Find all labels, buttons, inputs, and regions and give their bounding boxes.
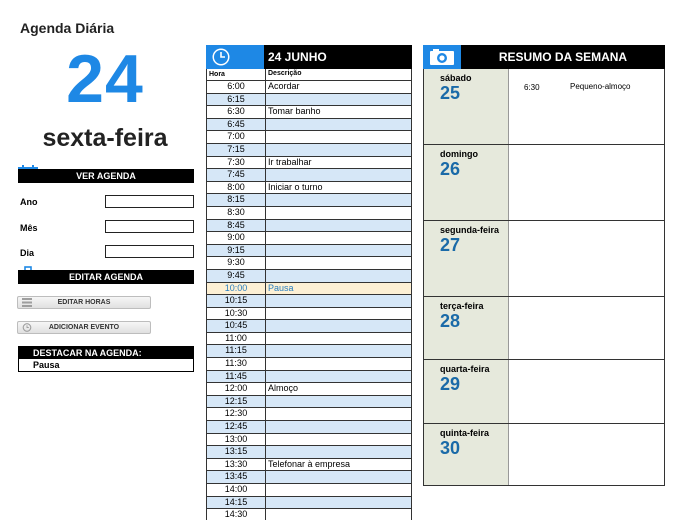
desc-column-header: Descrição (268, 70, 302, 77)
slot-description[interactable]: Almoço (268, 383, 299, 394)
week-title: RESUMO DA SEMANA (498, 50, 628, 64)
year-label: Ano (20, 197, 38, 207)
slot-time: 13:30 (224, 458, 248, 469)
schedule-slot[interactable] (206, 396, 412, 409)
column-divider (508, 297, 509, 359)
column-divider (265, 434, 266, 446)
edit-agenda-header: EDITAR AGENDA (18, 270, 194, 284)
column-divider (265, 144, 266, 156)
week-summary (423, 45, 665, 486)
week-day-number: 26 (440, 159, 461, 179)
schedule-slot[interactable] (206, 119, 412, 132)
week-day-name: quinta-feira (440, 428, 490, 438)
slot-time: 14:15 (224, 496, 248, 507)
slot-time: 11:45 (225, 370, 247, 381)
column-divider (265, 471, 266, 483)
slot-time: 11:00 (225, 332, 247, 343)
slot-time: 9:30 (227, 257, 245, 268)
schedule-slot[interactable] (206, 144, 412, 157)
column-divider (265, 182, 266, 194)
slot-time: 11:15 (225, 345, 247, 356)
column-divider (265, 207, 266, 219)
schedule-slot[interactable] (206, 408, 412, 421)
slot-time: 7:00 (227, 131, 245, 142)
schedule-slot[interactable] (206, 421, 412, 434)
edit-hours-label: EDITAR HORAS (57, 299, 111, 306)
column-divider (265, 157, 266, 169)
schedule-slot[interactable] (206, 383, 412, 396)
add-event-label: ADICIONAR EVENTO (48, 324, 120, 331)
schedule-slot[interactable] (206, 295, 412, 308)
schedule-slots (206, 81, 412, 520)
week-event-description: Pequeno-almoço (570, 82, 631, 91)
slot-description[interactable]: Iniciar o turno (268, 181, 323, 192)
column-divider (265, 69, 266, 80)
week-day-name: quarta-feira (440, 364, 490, 374)
schedule-slot[interactable] (206, 232, 412, 245)
schedule-slot[interactable] (206, 484, 412, 497)
slot-time: 12:30 (224, 408, 248, 419)
week-day-number: 29 (440, 374, 461, 394)
schedule-slot[interactable] (206, 182, 412, 195)
day-schedule-header (206, 45, 412, 69)
column-divider (508, 221, 509, 296)
column-divider (265, 396, 266, 408)
slot-time: 10:45 (224, 320, 248, 331)
column-divider (265, 257, 266, 269)
slot-time: 9:45 (227, 269, 245, 280)
column-divider (265, 333, 266, 345)
column-divider (508, 424, 509, 485)
week-day-row[interactable] (424, 297, 664, 360)
app-title: Agenda Diária (20, 20, 115, 36)
column-divider (265, 220, 266, 232)
slot-time: 8:45 (227, 219, 245, 230)
schedule-slot[interactable] (206, 257, 412, 270)
schedule-slot[interactable] (206, 220, 412, 233)
slot-time: 13:00 (224, 433, 248, 444)
column-divider (265, 194, 266, 206)
slot-time: 9:00 (227, 232, 245, 243)
column-divider (265, 446, 266, 458)
column-divider (508, 145, 509, 220)
column-divider (265, 484, 266, 496)
slot-time: 6:30 (227, 106, 245, 117)
list-icon (22, 298, 32, 307)
week-day-number: 25 (440, 83, 461, 103)
week-event-time: 6:30 (524, 83, 540, 92)
column-divider (265, 232, 266, 244)
schedule-slot[interactable] (206, 459, 412, 472)
column-divider (265, 295, 266, 307)
week-day-name: sábado (440, 73, 472, 83)
day-input[interactable] (105, 245, 194, 258)
column-divider (265, 283, 266, 295)
slot-time: 6:15 (227, 93, 245, 104)
week-day-name: segunda-feira (440, 225, 500, 235)
column-divider (265, 459, 266, 471)
schedule-slot[interactable] (206, 245, 412, 258)
schedule-column-header (206, 69, 412, 81)
highlight-title: DESTACAR NA AGENDA: (19, 347, 193, 359)
column-divider (265, 119, 266, 131)
schedule-slot[interactable] (206, 446, 412, 459)
slot-time: 8:30 (227, 206, 245, 217)
slot-time: 8:15 (227, 194, 245, 205)
current-day-number: 24 (66, 41, 144, 117)
schedule-slot[interactable] (206, 471, 412, 484)
column-divider (265, 509, 266, 520)
column-divider (265, 245, 266, 257)
schedule-slot[interactable] (206, 345, 412, 358)
column-divider (508, 360, 509, 423)
schedule-slot[interactable] (206, 157, 412, 170)
column-divider (265, 169, 266, 181)
week-day-number: 27 (440, 235, 461, 255)
column-divider (265, 358, 266, 370)
column-divider (265, 371, 266, 383)
schedule-slot[interactable] (206, 333, 412, 346)
schedule-slot[interactable] (206, 283, 412, 296)
slot-description[interactable]: Pausa (268, 282, 294, 293)
week-day-number: 28 (440, 311, 461, 331)
year-input[interactable] (105, 195, 194, 208)
column-divider (265, 421, 266, 433)
column-divider (265, 270, 266, 282)
week-summary-header (423, 45, 665, 69)
schedule-slot[interactable] (206, 169, 412, 182)
schedule-slot[interactable] (206, 358, 412, 371)
slot-time: 14:00 (224, 484, 248, 494)
slot-time: 14:30 (224, 509, 248, 520)
column-divider (265, 106, 266, 118)
slot-time: 7:45 (227, 169, 245, 180)
highlight-panel (18, 346, 194, 372)
month-label: Mês (20, 223, 38, 233)
schedule-slot[interactable] (206, 308, 412, 321)
week-day-row[interactable] (424, 424, 664, 486)
add-event-button[interactable] (17, 321, 151, 334)
slot-time: 12:45 (224, 421, 248, 432)
slot-time: 6:45 (227, 118, 245, 129)
slot-time: 7:30 (227, 156, 245, 167)
column-divider (265, 81, 266, 93)
week-day-row[interactable] (424, 360, 664, 424)
clock-badge (206, 45, 264, 69)
slot-time: 10:30 (224, 307, 248, 318)
week-day-row[interactable] (424, 145, 664, 221)
schedule-slot[interactable] (206, 94, 412, 107)
week-day-number: 30 (440, 438, 461, 458)
slot-description[interactable]: Ir trabalhar (268, 156, 312, 167)
schedule-slot[interactable] (206, 270, 412, 283)
column-divider (265, 345, 266, 357)
column-divider (265, 497, 266, 509)
month-input[interactable] (105, 220, 194, 233)
column-divider (265, 408, 266, 420)
schedule-slot[interactable] (206, 207, 412, 220)
slot-time: 11:30 (225, 358, 247, 369)
camera-badge (423, 45, 461, 69)
schedule-slot[interactable] (206, 194, 412, 207)
slot-time: 6:00 (227, 81, 245, 91)
slot-time: 13:15 (224, 446, 248, 457)
schedule-slot[interactable] (206, 497, 412, 510)
day-schedule (206, 45, 412, 520)
clock-icon (22, 323, 32, 332)
current-weekday: sexta-feira (42, 124, 168, 152)
day-label: Dia (20, 248, 35, 258)
week-day-name: terça-feira (440, 301, 484, 311)
slot-time: 7:15 (227, 143, 245, 154)
slot-time: 12:00 (224, 383, 248, 394)
camera-icon (429, 48, 455, 66)
schedule-slot[interactable] (206, 371, 412, 384)
column-divider (265, 383, 266, 395)
slot-description[interactable]: Telefonar à empresa (268, 458, 351, 469)
slot-time: 8:00 (227, 181, 245, 192)
schedule-slot[interactable] (206, 81, 412, 94)
day-title: 24 JUNHO (268, 50, 327, 64)
time-column-header: Hora (209, 71, 225, 78)
edit-hours-button[interactable] (17, 296, 151, 309)
highlight-value[interactable]: Pausa (33, 360, 60, 370)
column-divider (265, 320, 266, 332)
schedule-slot[interactable] (206, 106, 412, 119)
schedule-slot[interactable] (206, 434, 412, 447)
slot-time: 13:45 (224, 471, 248, 482)
slot-time: 10:00 (224, 282, 248, 293)
schedule-slot[interactable] (206, 509, 412, 520)
week-day-name: domingo (440, 149, 478, 159)
view-agenda-header: VER AGENDA (18, 169, 194, 183)
clock-icon (211, 47, 231, 67)
column-divider (265, 308, 266, 320)
week-day-row[interactable] (424, 221, 664, 297)
slot-time: 12:15 (224, 395, 248, 406)
column-divider (265, 131, 266, 143)
column-divider (508, 69, 509, 144)
schedule-slot[interactable] (206, 131, 412, 144)
week-days (423, 69, 665, 486)
column-divider (265, 94, 266, 106)
week-day-row[interactable] (424, 69, 664, 145)
slot-description[interactable]: Acordar (268, 81, 300, 91)
slot-time: 9:15 (227, 244, 245, 255)
slot-time: 10:15 (224, 295, 248, 306)
schedule-slot[interactable] (206, 320, 412, 333)
slot-description[interactable]: Tomar banho (268, 106, 321, 117)
